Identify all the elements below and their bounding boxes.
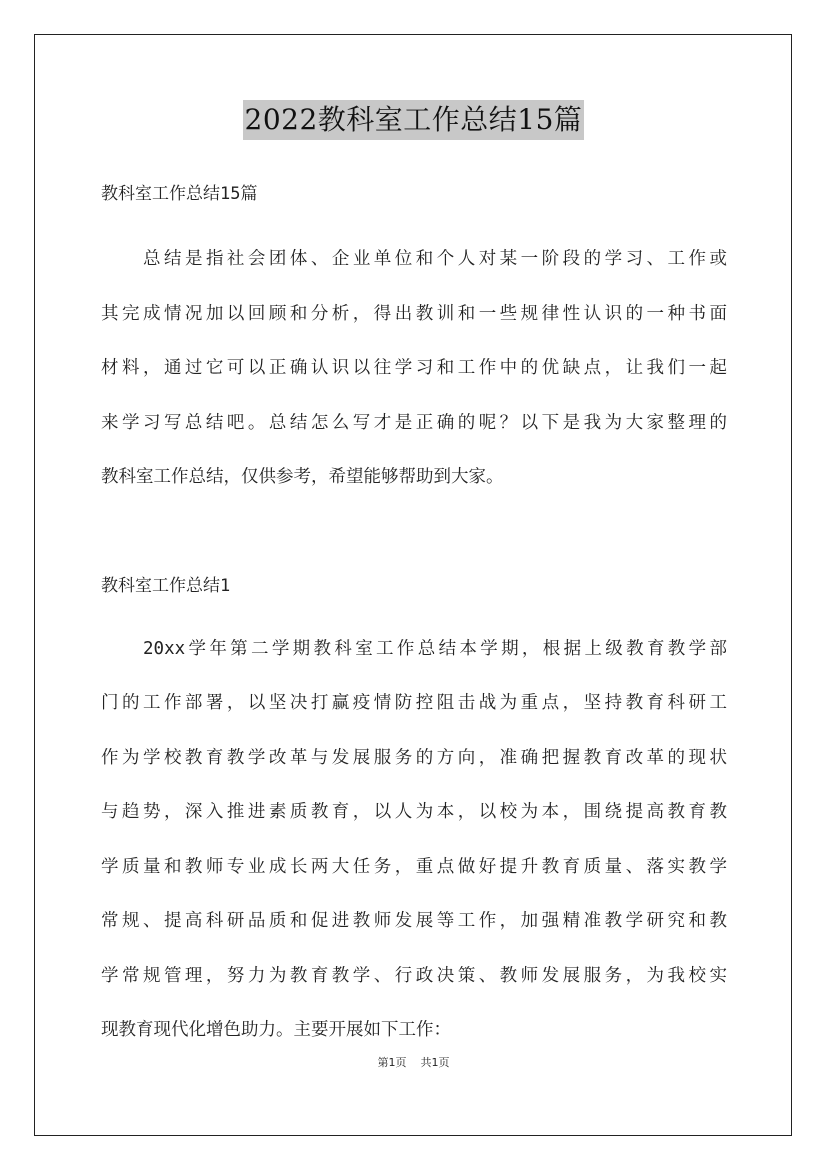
paragraph-line: 门的工作部署，以坚决打赢疫情防控阻击战为重点，坚持教育科研工 (101, 693, 727, 713)
document-title: 2022教科室工作总结15篇 (243, 100, 585, 140)
page-number: 第1页 (377, 1056, 407, 1069)
paragraph-line: 现教育现代化增色助力。主要开展如下工作： (101, 1020, 451, 1040)
intro-paragraph (101, 232, 727, 505)
body-paragraph (101, 622, 727, 1058)
paragraph-line: 常规、提高科研品质和促进教师发展等工作，加强精准教学研究和教 (101, 911, 727, 931)
paragraph-line: 学质量和教师专业成长两大任务，重点做好提升教育质量、落实教学 (101, 856, 727, 877)
page-total: 共1页 (420, 1056, 450, 1069)
paragraph-line: 来学习写总结吧。总结怎么写才是正确的呢？以下是我为大家整理的 (101, 412, 727, 433)
page-footer (0, 1054, 827, 1070)
document-body (101, 176, 727, 1058)
title-container (0, 100, 827, 140)
paragraph-line: 总结是指社会团体、企业单位和个人对某一阶段的学习、工作或 (143, 249, 727, 269)
section-heading: 教科室工作总结1 (101, 575, 231, 596)
paragraph-line: 20xx学年第二学期教科室工作总结本学期，根据上级教育教学部 (143, 638, 727, 659)
paragraph-line: 与趋势，深入推进素质教育，以人为本，以校为本，围绕提高教育教 (101, 802, 727, 822)
section-heading: 教科室工作总结15篇 (101, 184, 258, 204)
paragraph-line: 教科室工作总结，仅供参考，希望能够帮助到大家。 (101, 467, 504, 487)
paragraph-line: 作为学校教育教学改革与发展服务的方向，准确把握教育改革的现状 (101, 747, 727, 768)
paragraph-line: 学常规管理，努力为教育教学、行政决策、教师发展服务，为我校实 (101, 965, 727, 986)
paragraph-line: 材料，通过它可以正确认识以往学习和工作中的优缺点，让我们一起 (101, 358, 727, 378)
paragraph-line: 其完成情况加以回顾和分析，得出教训和一些规律性认识的一种书面 (101, 303, 727, 324)
